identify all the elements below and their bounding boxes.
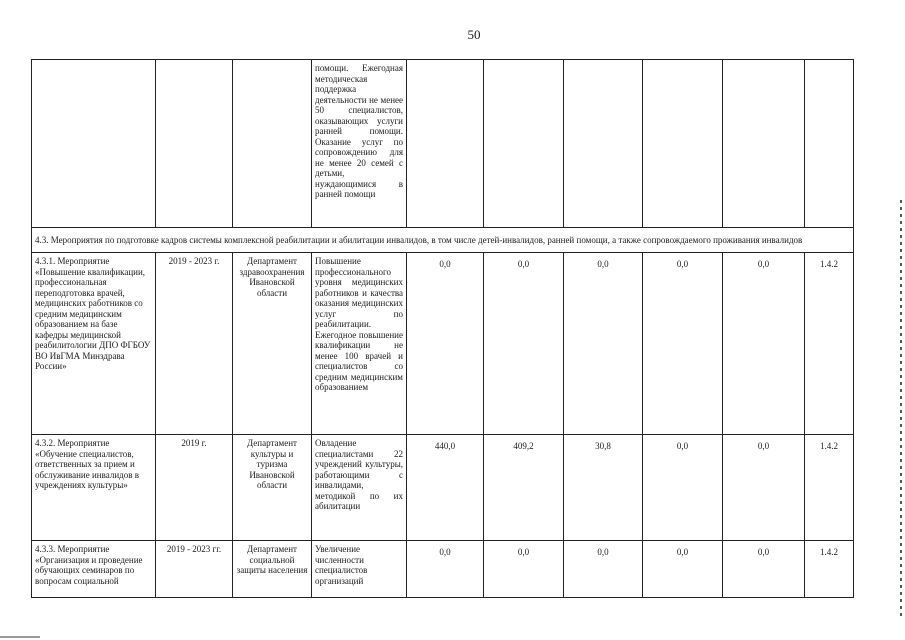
value-cell (407, 60, 484, 228)
executor-cell (233, 60, 312, 228)
value-cell (643, 60, 723, 228)
period-cell: 2019 - 2023 гг. (156, 541, 233, 598)
table-row (32, 435, 854, 541)
value-cell: 0,0 (723, 541, 805, 598)
table-row (32, 541, 854, 598)
scan-bottom-artifact (0, 636, 40, 638)
value-cell: 409,2 (484, 435, 564, 541)
activity-name-cell: 4.3.2. Мероприятие «Обучение специалистов, ответственных за прием и обслуживание инвалидов в учреждениях культуры» (32, 435, 156, 541)
executor-cell: Департамент культуры и туризма Ивановской области (233, 435, 312, 541)
value-cell: 0,0 (564, 541, 643, 598)
indicator-cell: 1.4.2 (805, 253, 854, 435)
page-number: 50 (467, 27, 481, 42)
activity-name-cell: 4.3.1. Мероприятие «Повышение квалификации, профессиональная переподготовка врачей, медицинских работников со средним медицинским образованием на базе кафедры медицинской реабилитологии ДПО ФГБОУ ВО ИвГМА Минздрава России» (32, 253, 156, 435)
activity-name-cell: 4.3.3. Мероприятие «Организация и проведение обучающих семинаров по вопросам социальной (32, 541, 156, 598)
executor-cell: Департамент здравоохранения Ивановской области (233, 253, 312, 435)
executor-cell: Департамент социальной защиты населения (233, 541, 312, 598)
value-cell (723, 60, 805, 228)
indicator-cell: 1.4.2 (805, 435, 854, 541)
value-cell: 0,0 (643, 541, 723, 598)
indicator-cell: 1.4.2 (805, 541, 854, 598)
result-cell: Овладение специалистами 22 учреждений культуры, работающими с инвалидами, методикой по их абилитации (312, 435, 407, 541)
program-activities-table (31, 59, 854, 598)
scan-edge-artifact (900, 200, 902, 620)
value-cell: 30,8 (564, 435, 643, 541)
table-row-continuation (32, 60, 854, 228)
value-cell: 0,0 (407, 253, 484, 435)
result-cell: Увеличение численности специалистов организаций (312, 541, 407, 598)
section-heading-row (32, 228, 854, 253)
value-cell: 440,0 (407, 435, 484, 541)
period-cell: 2019 г. (156, 435, 233, 541)
table-row (32, 253, 854, 435)
period-cell (156, 60, 233, 228)
period-cell: 2019 - 2023 г. (156, 253, 233, 435)
value-cell: 0,0 (643, 435, 723, 541)
result-cell: Повышение профессионального уровня медицинских работников и качества оказания медицинских услуг по реабилитации. Ежегодное повышение квалификации не менее 100 врачей и специалистов со средним медицинским образованием (312, 253, 407, 435)
section-heading: 4.3. Мероприятия по подготовке кадров системы комплексной реабилитации и абилитации инвалидов, в том числе детей-инвалидов, ранней помощи, а также сопровождаемого проживания инвалидов (32, 228, 854, 253)
value-cell: 0,0 (723, 435, 805, 541)
value-cell (484, 60, 564, 228)
value-cell: 0,0 (407, 541, 484, 598)
value-cell: 0,0 (484, 253, 564, 435)
indicator-cell (805, 60, 854, 228)
value-cell: 0,0 (484, 541, 564, 598)
value-cell (564, 60, 643, 228)
value-cell: 0,0 (643, 253, 723, 435)
value-cell: 0,0 (564, 253, 643, 435)
value-cell: 0,0 (723, 253, 805, 435)
activity-name-cell (32, 60, 156, 228)
result-cell: помощи. Ежегодная методическая поддержка деятельности не менее 50 специалистов, оказывающих услуги ранней помощи. Оказание услуг по сопровождению для не менее 20 семей с детьми, нуждающимися в ранней помощи (312, 60, 407, 228)
